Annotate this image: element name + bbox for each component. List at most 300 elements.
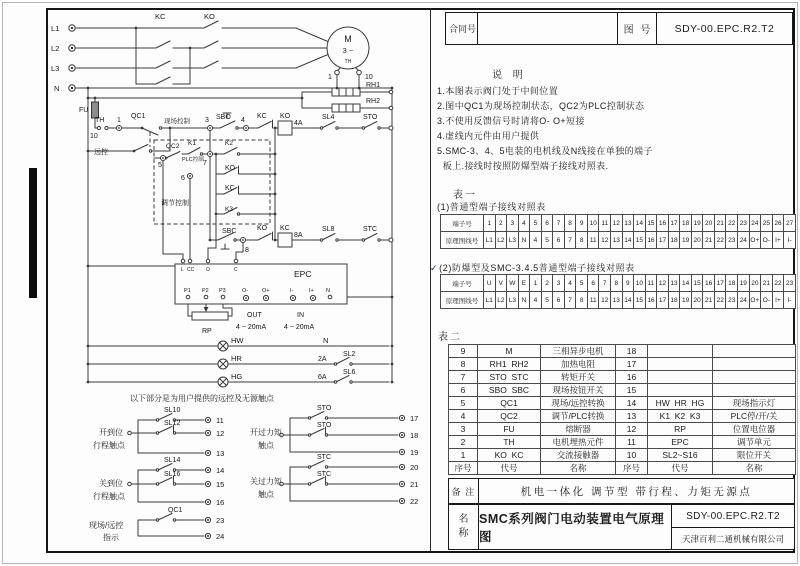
schematic-label: STC	[363, 226, 377, 233]
schematic-label: O	[206, 267, 210, 273]
table-cell: 2	[449, 436, 478, 449]
schematic-label: 14	[216, 466, 225, 475]
table-cell: PLC停/开/关	[713, 410, 796, 423]
table-cell: 19	[738, 275, 750, 292]
schematic-label: 22	[410, 497, 419, 506]
schematic-label: N	[323, 336, 329, 345]
table-row	[441, 292, 796, 309]
table-cell: I+	[772, 232, 784, 249]
table-cell: 27	[784, 215, 796, 232]
table-cell: 9	[449, 345, 478, 358]
table-row	[449, 436, 796, 449]
table-row	[441, 215, 796, 232]
table-cell: O+	[749, 292, 761, 309]
table-cell: 20	[703, 215, 715, 232]
table-cell: 13	[611, 232, 623, 249]
schematic-label: 调节控制	[161, 200, 189, 207]
schematic-label: 19	[410, 448, 419, 457]
schematic-label: I-	[290, 288, 294, 294]
potentiometer-rp	[192, 312, 228, 320]
schematic-label: M	[344, 34, 352, 44]
table-cell: 18	[668, 232, 680, 249]
schematic-label: RH2	[366, 98, 381, 105]
table-cell: M	[478, 345, 541, 358]
table-cell: 14	[622, 292, 634, 309]
table-cell: 21	[703, 292, 715, 309]
schematic-label: 11	[216, 416, 224, 425]
note-item: 4.虚线内元件由用户提供	[437, 131, 540, 141]
table-cell: 13	[668, 275, 680, 292]
drawing-no-value-cell	[656, 12, 793, 45]
schematic-label: SBO	[216, 114, 231, 121]
table-cell: 19	[680, 232, 692, 249]
schematic-label: 4 ~ 20mA	[236, 324, 267, 331]
schematic-label: 23	[216, 516, 225, 525]
title-block-drawing-no: SDY-00.EPC.R2.T2	[672, 505, 794, 528]
schematic-label: 4	[241, 117, 245, 124]
table-cell: I-	[784, 292, 796, 309]
notes-section	[437, 66, 789, 174]
table-cell: 22	[714, 232, 726, 249]
table-cell: 21	[703, 232, 715, 249]
schematic-label: 开过力矩	[250, 428, 282, 437]
schematic-label: SL2	[343, 351, 356, 358]
schematic-label: N	[326, 288, 330, 294]
schematic-label: KC	[225, 185, 235, 192]
schematic-label: KO	[257, 225, 268, 232]
schematic-label: RP	[202, 328, 212, 335]
schematic-label: HR	[231, 354, 242, 363]
table-cell: 24	[749, 215, 761, 232]
schematic-label: SL6	[343, 369, 356, 376]
table-cell: HW HR HG	[648, 397, 713, 410]
schematic-label: 触点	[258, 490, 274, 499]
schematic-label: QC2	[166, 143, 180, 150]
schematic-label: 开到位	[99, 428, 123, 437]
table-cell: 3	[553, 275, 565, 292]
table-cell: 17	[668, 215, 680, 232]
table-cell: 16	[645, 292, 657, 309]
schematic-label: KC	[280, 225, 290, 232]
schematic-label: SL14	[164, 457, 181, 464]
table-cell: 4	[564, 275, 576, 292]
table-cell: 名称	[541, 462, 616, 475]
notes-title: 说 明	[492, 70, 527, 81]
table-row	[449, 358, 796, 371]
table-cell: 23	[726, 232, 738, 249]
table-cell: EPC	[648, 436, 713, 449]
schematic-label: 远控	[94, 149, 108, 156]
table-cell: 21	[761, 275, 773, 292]
table-cell: 7	[449, 371, 478, 384]
table-cell: 5	[541, 292, 553, 309]
table-cell: SL2~S16	[648, 449, 713, 462]
table-cell: 5	[576, 275, 588, 292]
table-cell: L1	[484, 292, 496, 309]
table-cell: QC2	[478, 410, 541, 423]
table-row	[449, 397, 796, 410]
note-item: 2.图中QC1为现场控制状态，QC2为PLC控制状态	[437, 101, 645, 111]
remark-row	[448, 478, 795, 504]
table-row	[449, 423, 796, 436]
table1-title: 表一	[453, 190, 477, 201]
table-cell: TH	[478, 436, 541, 449]
title-block-right	[671, 505, 794, 549]
table-cell: 16	[703, 275, 715, 292]
schematic-label: PLC控制	[182, 157, 204, 163]
table-cell: KO KC	[478, 449, 541, 462]
schematic-label: 关到位	[99, 479, 123, 488]
table-cell: RP	[648, 423, 713, 436]
table-cell: 4	[449, 410, 478, 423]
schematic-label: 17	[410, 414, 419, 423]
lamp-hg	[218, 377, 228, 387]
schematic-label: 3	[205, 117, 209, 124]
table-cell: 26	[772, 215, 784, 232]
coil-ko	[278, 121, 292, 135]
table-cell: 22	[714, 292, 726, 309]
schematic-label: O+	[262, 288, 270, 294]
table-cell: 转矩开关	[541, 371, 616, 384]
schematic-label: KC	[155, 12, 166, 21]
table-cell: 5	[449, 397, 478, 410]
torque-contact-groups	[284, 412, 398, 502]
schematic-label: 6	[181, 175, 185, 182]
table-row	[449, 345, 796, 358]
schematic-label: N	[54, 84, 60, 93]
table-cell: 5	[530, 215, 542, 232]
table-cell: 12	[657, 275, 669, 292]
drawing-no-value: SDY-00.EPC.R2.T2	[674, 22, 775, 35]
table-cell: 14	[622, 232, 634, 249]
schematic-label: L2	[51, 44, 60, 53]
table-cell: 11	[599, 215, 611, 232]
coil-kc	[278, 233, 292, 247]
schematic-label: QC1	[168, 507, 183, 514]
table-cell: QC1	[478, 397, 541, 410]
table-cell: 8	[576, 232, 588, 249]
table-cell: 11	[645, 275, 657, 292]
table-cell: 8	[449, 358, 478, 371]
fuse-fu	[92, 102, 99, 118]
table1-caption-normal: (1)普通型端子接线对照表	[437, 202, 546, 212]
table-cell: V	[495, 275, 507, 292]
schematic-label: KC	[257, 113, 267, 120]
schematic-label: KO	[280, 113, 291, 120]
table-cell: I+	[772, 292, 784, 309]
schematic-label: 行程触点	[93, 441, 125, 450]
table-cell: E	[518, 275, 530, 292]
schematic-label: HW	[231, 336, 244, 345]
schematic-label: 1	[117, 117, 121, 124]
schematic-label: STO	[317, 405, 332, 412]
table-cell: U	[484, 275, 496, 292]
schematic-label: 7	[203, 160, 207, 167]
table-cell: 18	[726, 275, 738, 292]
schematic-label: STO	[363, 114, 378, 121]
title-block-label-cell	[449, 505, 479, 549]
table-cell: 20	[691, 232, 703, 249]
schematic-label: P3	[219, 288, 226, 294]
title-block	[448, 504, 795, 550]
table-cell: 18	[668, 292, 680, 309]
contract-no-label: 合同号	[448, 24, 476, 34]
table-cell: 现场/远控转换	[541, 397, 616, 410]
schematic-label: L1	[51, 24, 60, 33]
table-cell: 10	[634, 275, 646, 292]
schematic-label: QC1	[131, 113, 146, 120]
table-row	[449, 449, 796, 462]
table-cell: L1	[484, 232, 496, 249]
table-cell: O-	[761, 292, 773, 309]
table-cell: 2	[541, 275, 553, 292]
table-cell: 7	[564, 232, 576, 249]
table-cell: 名称	[713, 462, 796, 475]
table-cell	[713, 345, 796, 358]
schematic-label: FU	[79, 107, 89, 114]
table-row	[449, 371, 796, 384]
table-row	[449, 384, 796, 397]
table-cell: O+	[749, 232, 761, 249]
lamp-hw	[218, 341, 228, 351]
table-cell: 3	[449, 423, 478, 436]
table-cell: W	[507, 275, 519, 292]
table-cell: 13	[622, 215, 634, 232]
table-cell: 15	[634, 292, 646, 309]
table-cell: FU	[478, 423, 541, 436]
table-cell: 9	[576, 215, 588, 232]
table2-title: 表二	[438, 332, 462, 343]
schematic-label: STC	[317, 471, 331, 478]
schematic-label: CC	[187, 267, 195, 273]
note-item: 板上.接线时按照防爆型端子接线对照表.	[437, 161, 609, 171]
power-wires	[76, 28, 392, 382]
schematic-label: P2	[202, 288, 209, 294]
schematic-label: SL8	[322, 226, 335, 233]
table-cell: 23	[738, 215, 750, 232]
schematic-label: 20	[410, 463, 419, 472]
note-item: 1.本图表示阀门处于中间位置	[437, 86, 559, 96]
binding-bar	[29, 168, 37, 298]
schematic-label: 现场控制	[164, 118, 190, 125]
table-cell: 15	[616, 384, 648, 397]
table-cell: 4	[518, 215, 530, 232]
table-cell: 15	[691, 275, 703, 292]
schematic-label: 触点	[258, 441, 274, 450]
component-table	[448, 344, 796, 475]
table-cell: 15	[645, 215, 657, 232]
table-cell: 12	[599, 292, 611, 309]
table-cell: 1	[449, 449, 478, 462]
remark-text: 机电一体化 调节型 带行程、力矩无源点	[520, 485, 753, 498]
table-cell: 14	[616, 397, 648, 410]
table1-caption-exproof	[430, 261, 635, 274]
table-cell: 7	[553, 215, 565, 232]
table-cell: 20	[749, 275, 761, 292]
table-cell: 14	[634, 215, 646, 232]
table-cell: 加热电阻	[541, 358, 616, 371]
table-cell	[713, 371, 796, 384]
schematic-label: 8A	[294, 232, 303, 239]
schematic-label: 10	[90, 133, 98, 140]
table-cell: 17	[657, 292, 669, 309]
table-cell: 端子号	[441, 275, 484, 292]
schematic-label: 行程触点	[93, 492, 125, 501]
table-cell: 1	[484, 215, 496, 232]
schematic-label: 4 ~ 20mA	[284, 324, 315, 331]
table-cell: O-	[761, 232, 773, 249]
table-cell: 9	[622, 275, 634, 292]
table-cell: 14	[680, 275, 692, 292]
table-cell: 11	[587, 292, 599, 309]
table-cell: 8	[564, 215, 576, 232]
schematic-label: EPC	[294, 269, 312, 279]
schematic-label: 10	[365, 74, 373, 81]
table-cell: 11	[587, 232, 599, 249]
schematic-label: 指示	[103, 533, 119, 542]
schematic-label: HG	[231, 372, 243, 381]
table-cell: 18	[680, 215, 692, 232]
note-item: 5.SMC-3、4、5电装的电机线及N线接在单独的端子	[437, 146, 653, 156]
check-mark: ✓	[430, 263, 439, 273]
schematic-label: 3 ~	[342, 46, 354, 55]
table-cell: 原理图线号	[441, 292, 484, 309]
table-cell: 16	[657, 215, 669, 232]
contract-no-label-cell	[445, 12, 480, 45]
table-cell: 23	[784, 275, 796, 292]
schematic-label: STC	[317, 454, 331, 461]
schematic-label: STO	[317, 422, 332, 429]
company-name: 天津百利二通机械有限公司	[681, 533, 784, 544]
schematic-label: TH	[95, 117, 105, 124]
table-cell: K1 K2 K3	[648, 410, 713, 423]
table-cell: 18	[616, 345, 648, 358]
table-cell: 16	[645, 232, 657, 249]
table-cell: 6	[587, 275, 599, 292]
schematic-label: KO	[204, 12, 215, 21]
remark-label: 备 注	[449, 479, 479, 503]
schematic-label: SL10	[164, 407, 181, 414]
table-cell: 12	[611, 215, 623, 232]
caption-exproof-text: (2)防爆型及SMC-3.4.5普通型端子接线对照表	[439, 263, 635, 273]
table-row	[441, 275, 796, 292]
table-cell: N	[518, 292, 530, 309]
schematic-label: O-	[242, 288, 249, 294]
schematic-label: 4A	[294, 120, 303, 127]
table-cell: 4	[530, 232, 542, 249]
table-cell: 现场指示灯	[713, 397, 796, 410]
schematic-label: RH1	[366, 82, 381, 89]
table-cell: 12	[599, 232, 611, 249]
table-cell: 现场按钮开关	[541, 384, 616, 397]
table-cell: 6	[553, 292, 565, 309]
table-cell: RH1 RH2	[478, 358, 541, 371]
schematic-label: L	[181, 267, 184, 273]
schematic-label: SBC	[222, 228, 237, 235]
schematic-label: 13	[216, 449, 225, 458]
schematic-label: I+	[309, 288, 314, 294]
terminal-table-exproof	[440, 274, 796, 309]
table-cell: SBO SBC	[478, 384, 541, 397]
panel-divider	[430, 8, 431, 551]
table-cell: 20	[691, 292, 703, 309]
table-cell: 24	[738, 292, 750, 309]
schematic-label: SL16	[164, 471, 181, 478]
table-cell: 19	[691, 215, 703, 232]
table-cell: 16	[616, 371, 648, 384]
drawing-no-label: 图 号	[623, 25, 653, 36]
table-row	[449, 462, 796, 475]
circuit-schematic	[38, 8, 430, 551]
table-cell: 22	[726, 215, 738, 232]
table-cell: 15	[634, 232, 646, 249]
table-cell: 17	[657, 232, 669, 249]
table-cell: 调节/PLC转换	[541, 410, 616, 423]
schematic-label: P1	[184, 288, 191, 294]
schematic-label: OUT	[247, 312, 262, 319]
table-cell: L2	[495, 232, 507, 249]
schematic-label: 5	[158, 162, 162, 169]
schematic-label: K2	[225, 140, 233, 147]
schematic-label: K1	[188, 140, 196, 147]
table-cell: 序号	[616, 462, 648, 475]
table-cell: 21	[714, 215, 726, 232]
table-cell: 调节单元	[713, 436, 796, 449]
table-cell: 代号	[478, 462, 541, 475]
schematic-label: 以下部分是为用户提供的远控及无源触点	[130, 394, 274, 403]
schematic-label: IN	[297, 312, 304, 319]
table-row	[449, 410, 796, 423]
drawing-no-label-cell	[617, 12, 659, 45]
table-cell: 三相异步电机	[541, 345, 616, 358]
schematic-label: 21	[410, 480, 419, 489]
table-cell	[648, 358, 713, 371]
schematic-label: SL12	[164, 420, 181, 427]
schematic-label: 6A	[318, 374, 327, 381]
schematic-label: L3	[51, 64, 60, 73]
table-cell: 电机埋热元件	[541, 436, 616, 449]
table-cell: 6	[541, 215, 553, 232]
schematic-label: 24	[216, 532, 225, 541]
table-cell: 7	[599, 275, 611, 292]
table-cell: 限位开关	[713, 449, 796, 462]
contract-no-value-cell[interactable]	[477, 12, 620, 45]
table-cell: 8	[576, 292, 588, 309]
table-cell: 24	[738, 232, 750, 249]
table-cell: 11	[616, 436, 648, 449]
schematic-label: 8	[245, 247, 249, 254]
table-cell: 13	[611, 292, 623, 309]
table-cell: STO STC	[478, 371, 541, 384]
table-cell: 5	[541, 232, 553, 249]
schematic-label: C	[234, 267, 238, 273]
table-cell: 13	[616, 410, 648, 423]
table-cell: 序号	[449, 462, 478, 475]
table-cell: 交流接触器	[541, 449, 616, 462]
table-cell: 熔断器	[541, 423, 616, 436]
table-cell: L2	[495, 292, 507, 309]
table-cell: L3	[507, 232, 519, 249]
table-cell: 6	[553, 232, 565, 249]
table-cell: 端子号	[441, 215, 484, 232]
table-cell: 19	[680, 292, 692, 309]
drawing-name: SMC系列阀门电动装置电气原理图	[479, 512, 665, 544]
table-cell	[648, 371, 713, 384]
table-cell: 17	[714, 275, 726, 292]
table-cell	[648, 384, 713, 397]
table-cell: 25	[761, 215, 773, 232]
table-cell: N	[518, 232, 530, 249]
